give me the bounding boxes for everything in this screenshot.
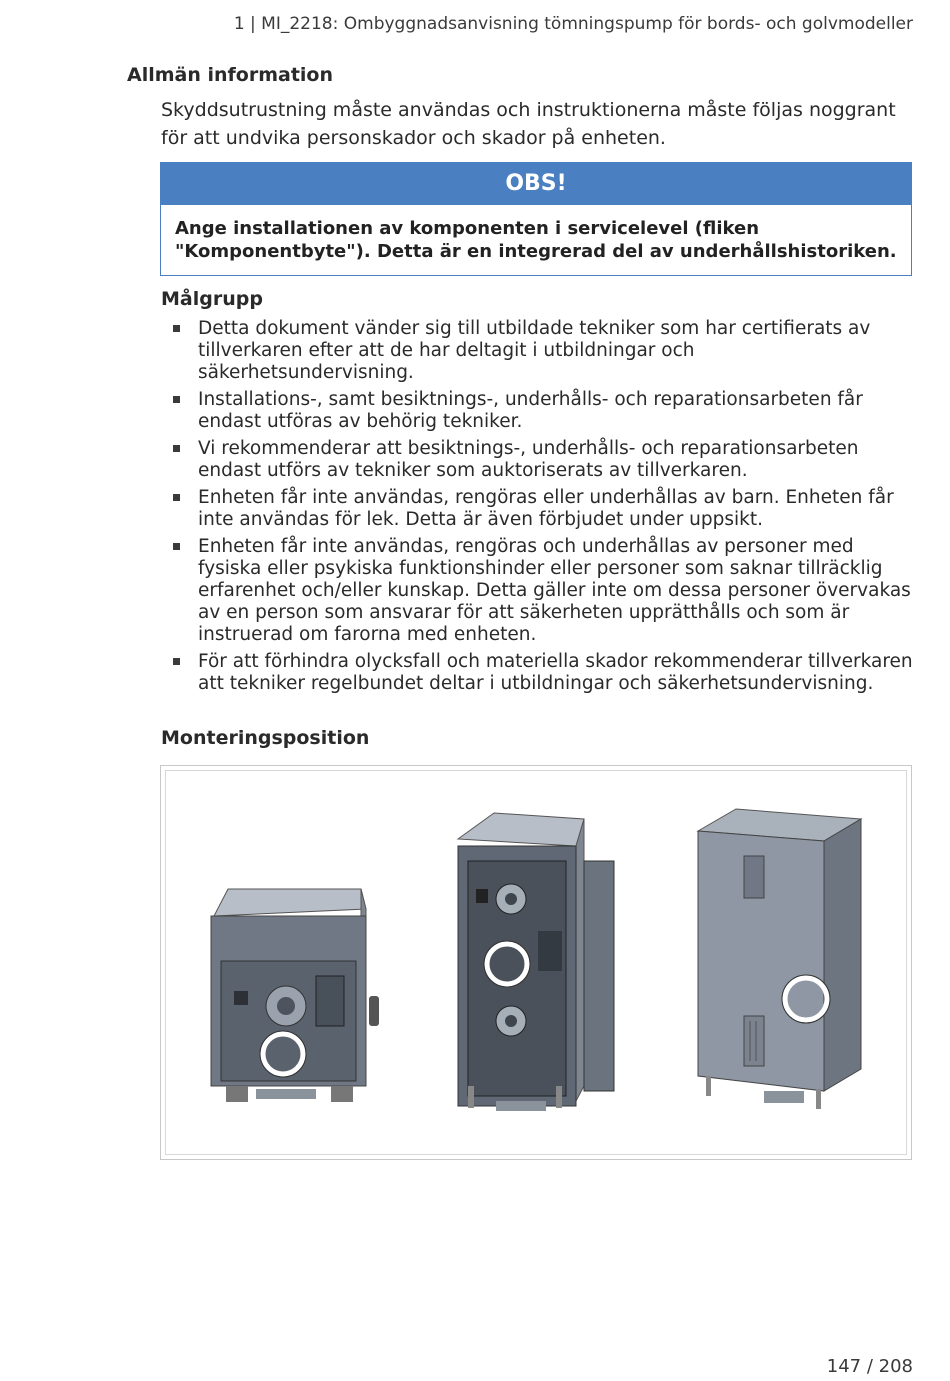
list-item — [161, 487, 916, 531]
floor-unit-open-illustration — [458, 813, 614, 1111]
target-group-title: Målgrupp — [161, 288, 263, 310]
intro-paragraph: Skyddsutrustning måste användas och instruktionerna måste följas noggrant för att undvika personskador och skador på enheten. — [161, 99, 896, 149]
bullet-icon — [173, 445, 180, 452]
figure-frame — [165, 770, 907, 1155]
list-item — [161, 438, 916, 482]
mounting-title: Monteringsposition — [161, 727, 370, 749]
list-item-text: Enheten får inte användas, rengöras och underhållas av personer med fysiska eller psykiska funktionshinder eller personer som saknar tillräcklig erfarenhet och/eller kunskap. Detta gäller inte om dessa personer övervakas av en person som ansvarar för att säkerheten upprätthålls och som är instruerad om farorna med enheten. — [198, 536, 911, 645]
mounting-illustration — [166, 771, 908, 1156]
running-header: 1 | MI_2218: Ombyggnadsanvisning tömningspump för bords- och golvmodeller — [233, 14, 913, 34]
list-item — [161, 318, 916, 384]
notice-label: OBS! — [161, 163, 911, 205]
bullet-icon — [173, 325, 180, 332]
bullet-icon — [173, 658, 180, 665]
tabletop-unit-illustration — [211, 889, 379, 1102]
list-item-text: För att förhindra olycksfall och materiella skador rekommenderar tillverkaren att tekniker regelbundet deltar i utbildningar och säkerhetsundervisning. — [198, 651, 913, 694]
list-item — [161, 389, 916, 433]
list-item — [161, 651, 916, 695]
bullet-icon — [173, 543, 180, 550]
list-item — [161, 536, 916, 646]
bullet-icon — [173, 396, 180, 403]
list-item-text: Enheten får inte användas, rengöras eller underhållas av barn. Enheten får inte användas för lek. Detta är även förbjudet under uppsikt. — [198, 487, 894, 530]
bullet-icon — [173, 494, 180, 501]
section-title: Allmän information — [127, 64, 334, 86]
list-item-text: Installations-, samt besiktnings-, underhålls- och reparationsarbeten får endast utföras av behörig tekniker. — [198, 389, 863, 432]
notice-text: Ange installationen av komponenten i servicelevel (fliken "Komponentbyte"). Detta är en integrerad del av underhållshistoriken. — [175, 218, 897, 262]
notice-box — [160, 162, 912, 276]
target-group-list — [161, 318, 916, 700]
floor-unit-closed-illustration — [698, 809, 861, 1109]
page-number: 147 / 208 — [826, 1356, 913, 1377]
list-item-text: Detta dokument vänder sig till utbildade tekniker som har certifierats av tillverkaren efter att de har deltagit i utbildningar och säkerhetsundervisning. — [198, 318, 871, 383]
list-item-text: Vi rekommenderar att besiktnings-, underhålls- och reparationsarbeten endast utförs av tekniker som auktoriserats av tillverkaren. — [198, 438, 859, 481]
mounting-figure — [160, 765, 912, 1160]
